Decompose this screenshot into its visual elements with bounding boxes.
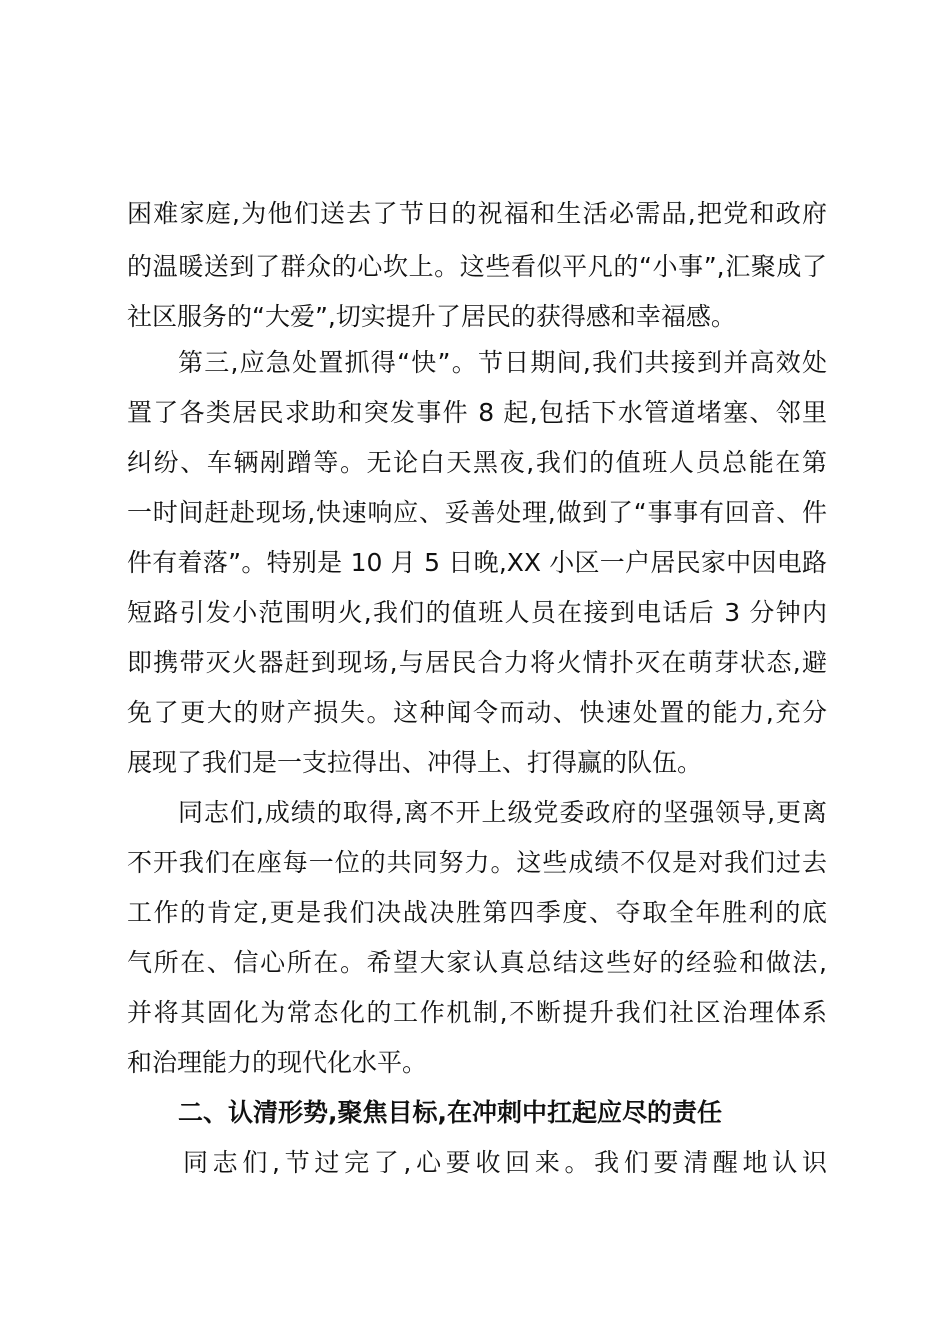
- text-line: 短路引发小范围明火,我们的值班人员在接到电话后 3 分钟内: [127, 598, 827, 627]
- text-line: 工作的肯定,更是我们决战决胜第四季度、夺取全年胜利的底: [127, 898, 827, 927]
- text-line: 一时间赶赴现场,快速响应、妥善处理,做到了“事事有回音、件: [127, 498, 827, 527]
- text-line: 即携带灭火器赶到现场,与居民合力将火情扑灭在萌芽状态,避: [127, 648, 827, 677]
- text-line: 和治理能力的现代化水平。: [127, 1048, 428, 1077]
- text-line: 的温暖送到了群众的心坎上。这些看似平凡的“小事”,汇聚成了: [127, 252, 827, 281]
- text-line: 气所在、信心所在。希望大家认真总结这些好的经验和做法,: [127, 948, 827, 977]
- text-line: 纠纷、车辆剐蹭等。无论白天黑夜,我们的值班人员总能在第: [127, 448, 827, 477]
- text-line: 置了各类居民求助和突发事件 8 起,包括下水管道堵塞、邻里: [127, 398, 827, 427]
- text-line: 不开我们在座每一位的共同努力。这些成绩不仅是对我们过去: [127, 848, 827, 877]
- paragraph-start-line: 同志们,节过完了,心要收回来。我们要清醒地认识: [183, 1148, 827, 1177]
- text-line: 社区服务的“大爱”,切实提升了居民的获得感和幸福感。: [127, 302, 736, 331]
- text-line: 件有着落”。特别是 10 月 5 日晚,XX 小区一户居民家中因电路: [127, 548, 827, 577]
- section-heading: 二、认清形势,聚焦目标,在冲刺中扛起应尽的责任: [178, 1098, 722, 1127]
- text-line: 困难家庭,为他们送去了节日的祝福和生活必需品,把党和政府: [127, 199, 827, 228]
- paragraph-start-line: 同志们,成绩的取得,离不开上级党委政府的坚强领导,更离: [178, 798, 827, 827]
- text-line: 展现了我们是一支拉得出、冲得上、打得赢的队伍。: [127, 748, 703, 777]
- text-line: 并将其固化为常态化的工作机制,不断提升我们社区治理体系: [127, 998, 827, 1027]
- text-line: 免了更大的财产损失。这种闻令而动、快速处置的能力,充分: [127, 698, 827, 727]
- paragraph-start-line: 第三,应急处置抓得“快”。节日期间,我们共接到并高效处: [178, 348, 827, 377]
